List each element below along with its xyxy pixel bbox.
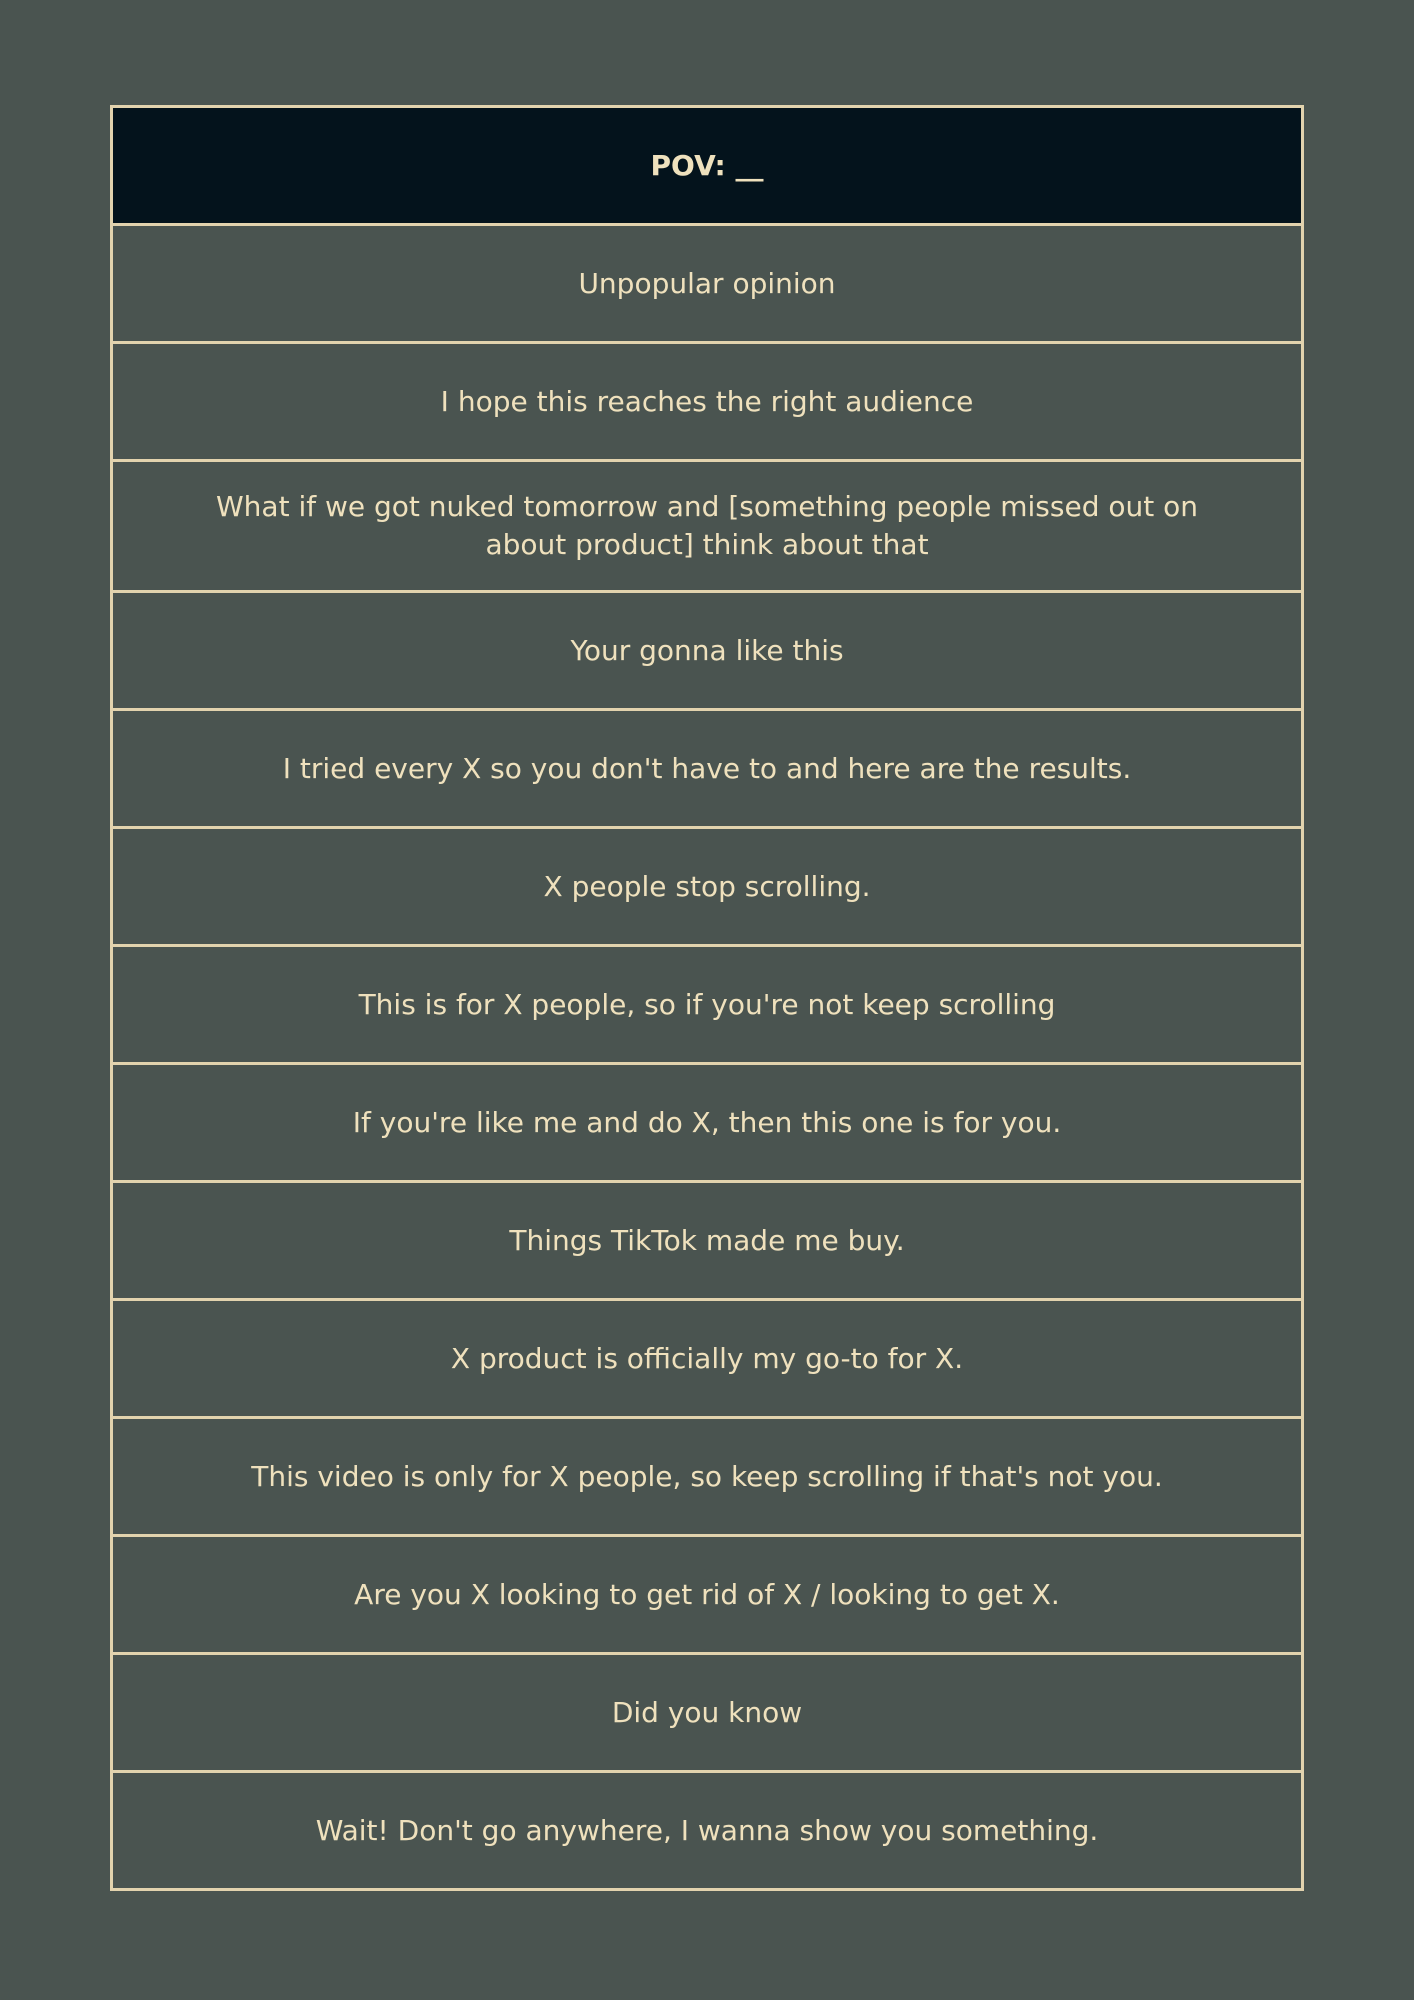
- table-cell: What if we got nuked tomorrow and [something people missed out on about product] think about that: [112, 461, 1303, 592]
- table-cell: I hope this reaches the right audience: [112, 343, 1303, 461]
- table-row: [112, 461, 1303, 592]
- header-row: [112, 107, 1303, 225]
- table-cell: If you're like me and do X, then this one is for you.: [112, 1064, 1303, 1182]
- table-row: [112, 225, 1303, 343]
- table-row: [112, 946, 1303, 1064]
- table-row: [112, 828, 1303, 946]
- table-row: [112, 343, 1303, 461]
- table-header: POV: __: [112, 107, 1303, 225]
- table-row: [112, 1300, 1303, 1418]
- table-cell: Unpopular opinion: [112, 225, 1303, 343]
- table-cell: I tried every X so you don't have to and here are the results.: [112, 710, 1303, 828]
- table-cell: Did you know: [112, 1654, 1303, 1772]
- table-row: [112, 1182, 1303, 1300]
- table-cell: Your gonna like this: [112, 592, 1303, 710]
- table-row: [112, 1772, 1303, 1890]
- table-head: [112, 107, 1303, 225]
- table-row: [112, 592, 1303, 710]
- table-cell: Things TikTok made me buy.: [112, 1182, 1303, 1300]
- table-row: [112, 1064, 1303, 1182]
- table-cell: X people stop scrolling.: [112, 828, 1303, 946]
- table-row: [112, 710, 1303, 828]
- table-row: [112, 1536, 1303, 1654]
- table-row: [112, 1654, 1303, 1772]
- table-cell: X product is officially my go-to for X.: [112, 1300, 1303, 1418]
- table-body: [112, 225, 1303, 1890]
- table-cell: This is for X people, so if you're not keep scrolling: [112, 946, 1303, 1064]
- table-cell: Are you X looking to get rid of X / looking to get X.: [112, 1536, 1303, 1654]
- table-row: [112, 1418, 1303, 1536]
- hooks-table: [110, 105, 1304, 1891]
- table-cell: Wait! Don't go anywhere, I wanna show you something.: [112, 1772, 1303, 1890]
- table-cell: This video is only for X people, so keep scrolling if that's not you.: [112, 1418, 1303, 1536]
